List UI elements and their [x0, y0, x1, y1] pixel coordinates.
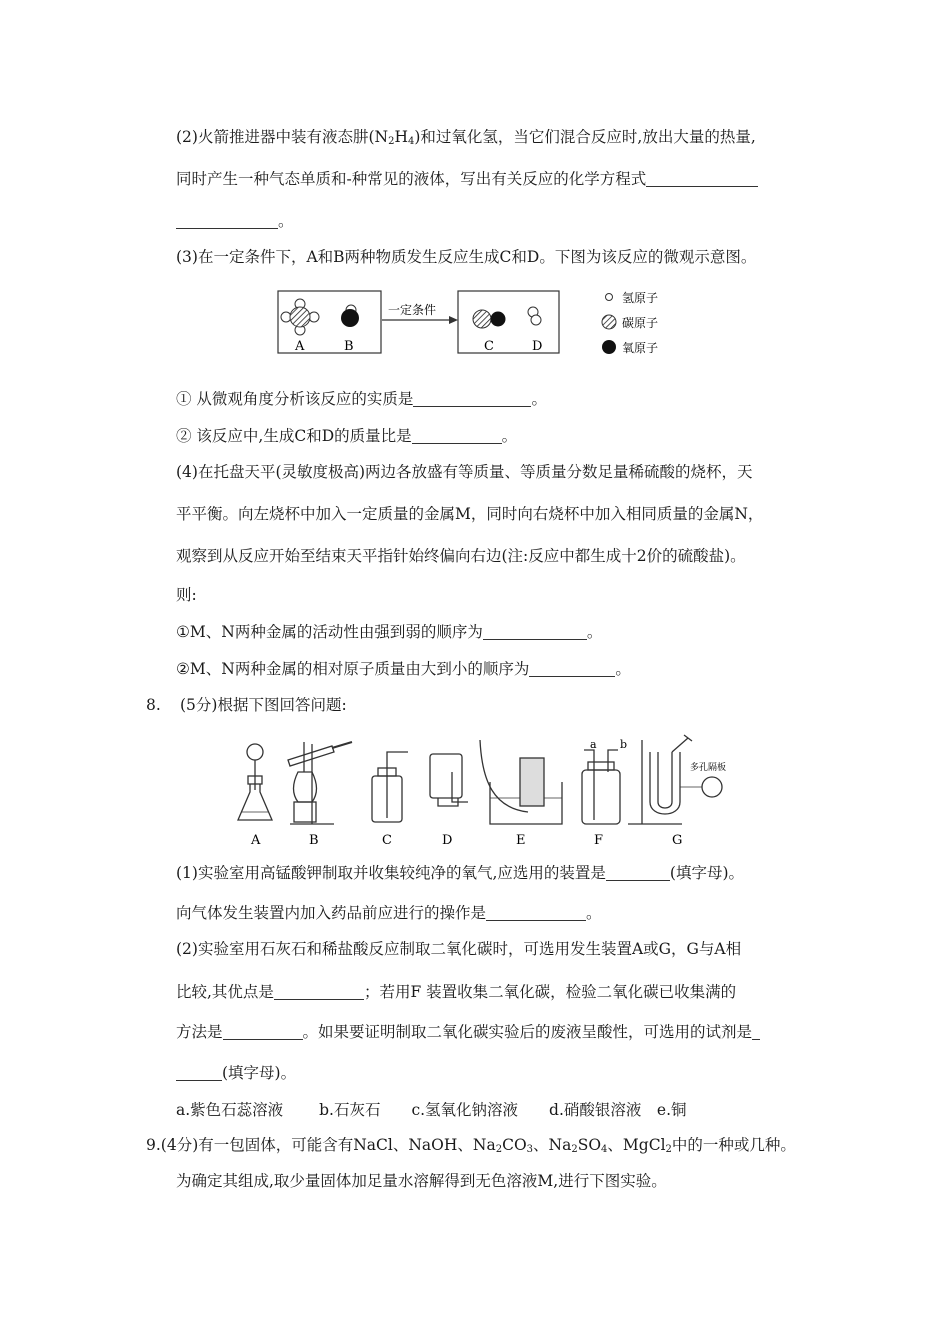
fig2-label-E: E: [516, 833, 526, 848]
fig2-label-F: F: [594, 833, 604, 848]
legend-carbon-label: 碳原子: [622, 316, 659, 330]
legend-hydrogen-label: 氢原子: [622, 291, 659, 305]
q7-part3-q2: ② 该反应中,生成C和D的质量比是 。: [176, 427, 518, 445]
q7-part4-line3: 观察到从反应开始至结束天平指针始终偏向右边(注:反应中都生成十2价的硫酸盐)。: [176, 547, 746, 565]
q7-part2-line2: 同时产生一种气态单质和-种常见的液体，写出有关反应的化学方程式: [176, 168, 758, 190]
q7-part4-line1: (4)在托盘天平(灵敏度极高)两边各放盛有等质量、等质量分数足量稀硫酸的烧杯，天: [176, 463, 753, 481]
apparatus-f: [582, 750, 620, 824]
q8-part1-line2: 向气体发生装置内加入药品前应进行的操作是 。: [176, 904, 602, 922]
apparatus-e: [480, 740, 562, 824]
molecule-b: [341, 305, 359, 327]
apparatus-g: [628, 735, 722, 824]
fig1-label-b: B: [344, 339, 354, 354]
reaction-diagram: [270, 284, 710, 364]
apparatus-d: [430, 754, 468, 806]
answer-blank[interactable]: [412, 428, 502, 444]
fig2-label-G: G: [672, 833, 683, 848]
fig2-label-B: B: [309, 833, 319, 848]
q8-part1-line1: (1)实验室用高锰酸钾制取并收集较纯净的氧气,应选用的装置是 (填字母)。: [176, 864, 744, 882]
q7-part4-line4: 则:: [176, 586, 197, 604]
q7-part2-line3: 。: [176, 210, 294, 232]
answer-blank[interactable]: [176, 213, 278, 229]
answer-blank[interactable]: [646, 171, 758, 187]
answer-blank[interactable]: [529, 661, 615, 677]
fig1-arrow-text: 一定条件: [388, 303, 437, 317]
answer-blank[interactable]: [176, 1065, 222, 1081]
legend-carbon-icon: [602, 315, 616, 329]
fig2-label-C: C: [382, 833, 392, 848]
q7-part3-title: (3)在一定条件下，A和B两种物质发生反应生成C和D。下图为该反应的微观示意图。: [176, 248, 757, 266]
q7-part4-line2: 平平衡。向左烧杯中加入一定质量的金属M，同时向右烧杯中加入相同质量的金属N，: [176, 505, 764, 523]
answer-blank[interactable]: [486, 905, 586, 921]
legend-oxygen-label: 氧原子: [622, 341, 659, 355]
q8-part2-line4: (填字母)。: [176, 1062, 296, 1084]
q7-part3-q1: ① 从微观角度分析该反应的实质是 。: [176, 390, 547, 408]
q9-line1: 9.(4分)有一包固体，可能含有NaCl、NaOH、$Na_2CO_3$、$Na_2SO_4$、MgCl$_2$中的一种或几种。: [146, 1136, 796, 1155]
legend-hydrogen-icon: [606, 294, 613, 301]
q7-part2-line1: (2)火箭推进器中装有液态肼$(N_2H_4)$和过氧化氢，当它们混合反应时,放出大量的热量,: [176, 128, 756, 147]
answer-blank[interactable]: [752, 1024, 760, 1040]
answer-blank[interactable]: [223, 1024, 303, 1040]
fig1-label-c: C: [484, 339, 494, 354]
q8-part2-line2: 比较,其优点是 ；若用F 装置收集二氧化碳，检验二氧化碳已收集满的: [176, 983, 737, 1001]
q8-options: a.紫色石蕊溶液 b.石灰石 c.氢氧化钠溶液 d.硝酸银溶液 e.铜: [176, 1101, 687, 1119]
apparatus-b: [288, 742, 352, 824]
apparatus-c: [372, 752, 408, 822]
molecule-c: [473, 310, 506, 328]
q7-part4-q1: ①M、N两种金属的活动性由强到弱的顺序为 。: [176, 623, 603, 641]
molecule-a: [281, 299, 319, 335]
q8-part2-line3: 方法是 。如果要证明制取二氧化碳实验后的废液呈酸性，可选用的试剂是: [176, 1021, 760, 1043]
q8-part2-line1: (2)实验室用石灰石和稀盐酸反应制取二氧化碳时，可选用发生装置A或G，G与A相: [176, 940, 742, 958]
answer-blank[interactable]: [274, 984, 364, 1000]
fig2-label-A: A: [251, 833, 261, 848]
q7-part4-q2: ②M、N两种金属的相对原子质量由大到小的顺序为 。: [176, 660, 631, 678]
answer-blank[interactable]: [606, 865, 670, 881]
fig2-label-a: a: [590, 738, 597, 751]
q8-title: (5分)根据下图回答问题:: [180, 696, 347, 714]
apparatus-diagram: [232, 732, 752, 850]
apparatus-a: [238, 744, 272, 820]
fig2-label-D: D: [442, 833, 453, 848]
answer-blank[interactable]: [413, 391, 531, 407]
q8-number: 8.: [146, 696, 161, 714]
legend-oxygen-icon: [602, 340, 616, 354]
answer-blank[interactable]: [483, 624, 587, 640]
molecule-d: [528, 307, 541, 325]
fig2-plate-text: 多孔隔板: [690, 763, 727, 773]
fig2-label-b: b: [620, 738, 628, 751]
fig1-label-a: A: [295, 339, 305, 354]
fig1-label-d: D: [532, 339, 543, 354]
q9-line2: 为确定其组成,取少量固体加足量水溶解得到无色溶液M,进行下图实验。: [176, 1172, 667, 1190]
